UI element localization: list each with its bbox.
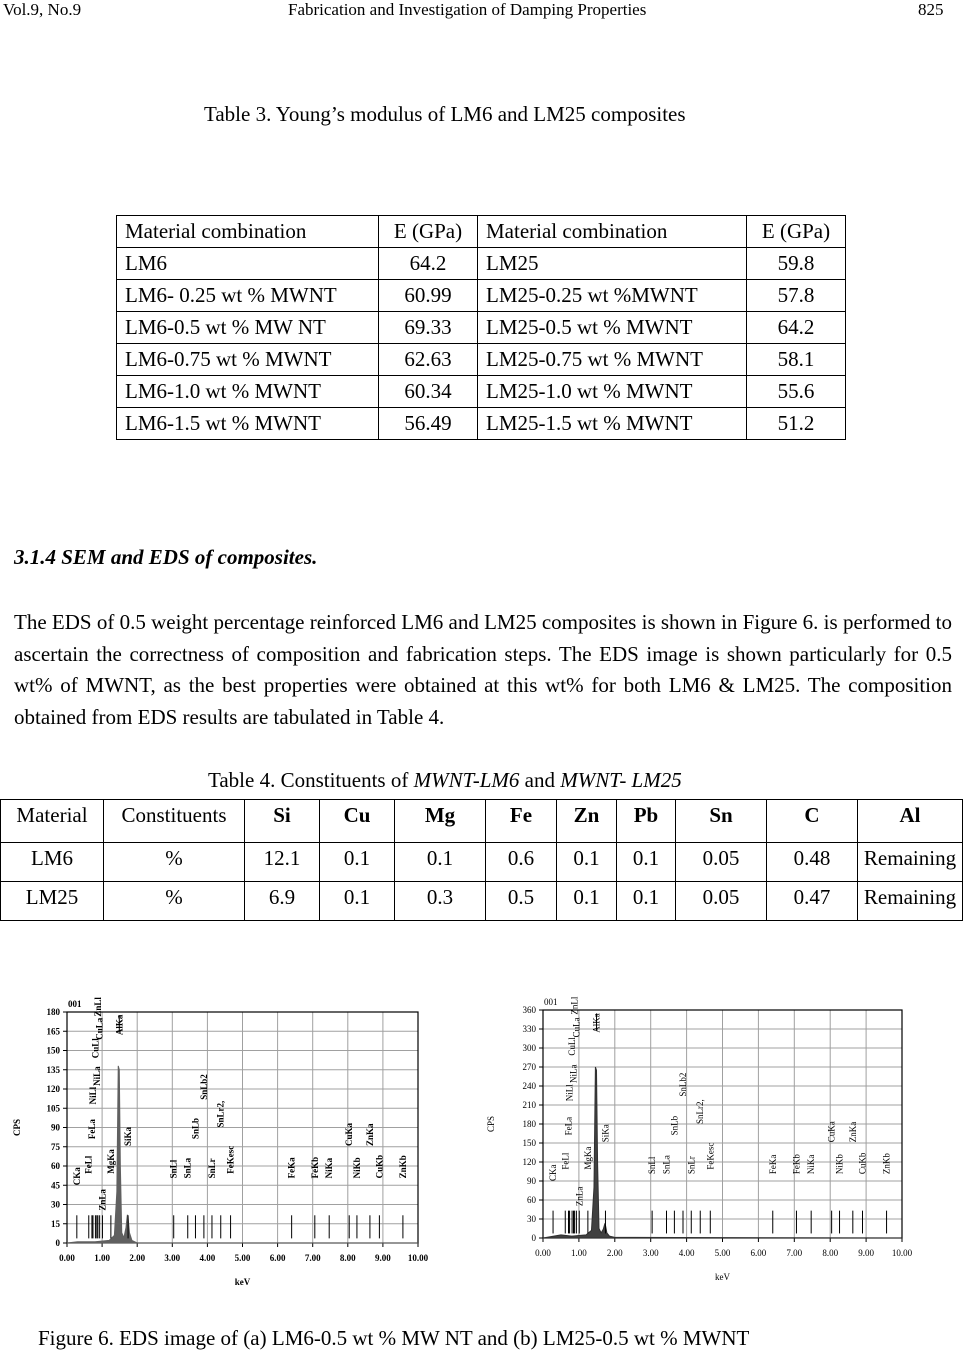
table-header-row xyxy=(1,800,963,843)
svg-text:SnLr2,: SnLr2, xyxy=(695,1099,706,1124)
svg-text:180: 180 xyxy=(522,1119,536,1129)
svg-text:FeLl: FeLl xyxy=(83,1155,94,1174)
svg-text:NiKa: NiKa xyxy=(324,1157,335,1179)
cell: 60.34 xyxy=(379,376,478,408)
svg-text:210: 210 xyxy=(522,1100,536,1110)
running-header-volume: Vol.9, No.9 xyxy=(3,0,82,19)
header-cell: E (GPa) xyxy=(747,216,846,248)
svg-text:FeKb: FeKb xyxy=(791,1154,802,1175)
svg-text:CuLl: CuLl xyxy=(90,1038,101,1059)
svg-text:135: 135 xyxy=(46,1064,60,1075)
svg-text:NiKa: NiKa xyxy=(806,1154,817,1175)
cell: 0.05 xyxy=(676,843,767,882)
svg-text:NiLa: NiLa xyxy=(568,1064,579,1083)
table-row xyxy=(117,312,846,344)
cell: 0.1 xyxy=(320,882,395,921)
svg-text:SnLa: SnLa xyxy=(182,1157,193,1179)
table4-constituents xyxy=(0,799,963,921)
cell: Remaining xyxy=(858,843,963,882)
svg-text:240: 240 xyxy=(522,1081,536,1091)
svg-text:keV: keV xyxy=(715,1272,730,1282)
svg-text:SnLr2,: SnLr2, xyxy=(215,1100,226,1128)
svg-text:2.00: 2.00 xyxy=(606,1248,623,1258)
cell: LM6 xyxy=(117,248,379,280)
svg-text:keV: keV xyxy=(234,1277,251,1287)
svg-text:1.00: 1.00 xyxy=(94,1253,110,1263)
svg-text:CuKb: CuKb xyxy=(857,1152,868,1175)
svg-text:120: 120 xyxy=(46,1084,60,1094)
svg-text:NiLa: NiLa xyxy=(91,1066,102,1086)
svg-text:CuLl: CuLl xyxy=(567,1037,578,1056)
svg-text:105: 105 xyxy=(46,1103,60,1114)
svg-text:SnLl: SnLl xyxy=(168,1159,179,1179)
header-cell: C xyxy=(767,800,858,843)
svg-text:0: 0 xyxy=(55,1238,60,1248)
svg-text:2.00: 2.00 xyxy=(129,1253,146,1263)
cell: 56.49 xyxy=(379,408,478,440)
svg-text:SnLa: SnLa xyxy=(661,1155,672,1175)
svg-text:9.00: 9.00 xyxy=(858,1248,874,1258)
cell: LM25-0.25 wt %MWNT xyxy=(478,280,747,312)
svg-text:0.00: 0.00 xyxy=(59,1253,75,1263)
svg-text:001: 001 xyxy=(544,997,558,1007)
svg-text:60: 60 xyxy=(527,1195,536,1205)
table3-youngs-modulus xyxy=(116,215,846,440)
svg-text:CuKa: CuKa xyxy=(826,1121,837,1143)
table-row xyxy=(1,882,963,921)
svg-text:FeKesc: FeKesc xyxy=(705,1142,716,1170)
svg-text:330: 330 xyxy=(522,1024,536,1034)
cell: 62.63 xyxy=(379,344,478,376)
caption-text: and xyxy=(519,768,561,792)
svg-text:SnLb: SnLb xyxy=(190,1118,201,1140)
svg-text:FeLl: FeLl xyxy=(560,1152,571,1170)
svg-text:FeKa: FeKa xyxy=(767,1154,778,1175)
svg-text:CuKb: CuKb xyxy=(374,1154,385,1179)
paragraph-text: The EDS of 0.5 weight percentage reinforced LM6 and LM25 composites is shown in Figure 6. is performed to ascertain the correctness of composition and fabrication steps. The EDS image is shown particularly for 0.5 wt% of MWNT, as the best properties were obtained at this wt% for both LM6 & LM25. The composition obtained from EDS results are tabulated in Table 4. xyxy=(14,610,952,729)
cell: LM25-1.0 wt % MWNT xyxy=(478,376,747,408)
svg-text:5.00: 5.00 xyxy=(714,1248,731,1258)
svg-text:NiLl: NiLl xyxy=(564,1084,575,1102)
section-heading: 3.1.4 SEM and EDS of composites. xyxy=(14,545,318,569)
svg-text:CKa: CKa xyxy=(71,1167,82,1186)
cell: 0.6 xyxy=(486,843,557,882)
svg-text:5.00: 5.00 xyxy=(234,1253,251,1263)
svg-text:300: 300 xyxy=(522,1043,536,1053)
svg-text:45: 45 xyxy=(51,1180,60,1191)
cell: LM25-0.5 wt % MWNT xyxy=(478,312,747,344)
cell: 0.1 xyxy=(395,843,486,882)
cell: Remaining xyxy=(858,882,963,921)
cell: % xyxy=(104,843,245,882)
svg-text:ZnLl: ZnLl xyxy=(92,997,103,1017)
table-row xyxy=(1,843,963,882)
svg-text:SnLr: SnLr xyxy=(206,1158,217,1179)
svg-text:SnLb: SnLb xyxy=(669,1115,680,1136)
svg-text:60: 60 xyxy=(51,1161,60,1171)
header-cell: Pb xyxy=(617,800,676,843)
header-cell: Mg xyxy=(395,800,486,843)
svg-text:ZnLa: ZnLa xyxy=(574,1186,585,1207)
svg-text:7.00: 7.00 xyxy=(786,1248,803,1258)
cell: LM6-1.0 wt % MWNT xyxy=(117,376,379,408)
svg-text:SnLb2: SnLb2 xyxy=(678,1072,689,1097)
page-number: 825 xyxy=(918,0,944,19)
svg-text:4.00: 4.00 xyxy=(199,1253,216,1263)
cell: 69.33 xyxy=(379,312,478,344)
header-cell: Si xyxy=(245,800,320,843)
svg-text:CKa: CKa xyxy=(548,1164,559,1181)
svg-text:0: 0 xyxy=(531,1233,536,1243)
cell: 0.48 xyxy=(767,843,858,882)
cell: 64.2 xyxy=(747,312,846,344)
svg-text:ZnKa: ZnKa xyxy=(847,1121,858,1143)
svg-text:3.00: 3.00 xyxy=(164,1253,181,1263)
cell: 0.47 xyxy=(767,882,858,921)
table-row xyxy=(117,248,846,280)
header-cell: Sn xyxy=(676,800,767,843)
table-row xyxy=(117,280,846,312)
svg-text:90: 90 xyxy=(51,1122,60,1133)
header-cell: Fe xyxy=(486,800,557,843)
body-paragraph xyxy=(14,607,952,733)
cell: 59.8 xyxy=(747,248,846,280)
svg-text:10.00: 10.00 xyxy=(891,1248,913,1258)
running-header-title: Fabrication and Investigation of Damping Properties xyxy=(288,0,647,19)
svg-text:CuLa: CuLa xyxy=(94,1017,105,1040)
header-cell: Constituents xyxy=(104,800,245,843)
svg-text:4.00: 4.00 xyxy=(678,1248,695,1258)
svg-text:SiKa: SiKa xyxy=(123,1126,134,1146)
svg-text:SnLb2: SnLb2 xyxy=(198,1074,209,1100)
header-cell: Zn xyxy=(557,800,617,843)
eds-chart-lm25 xyxy=(480,990,920,1290)
svg-text:CPS: CPS xyxy=(486,1115,496,1133)
svg-text:FeLa: FeLa xyxy=(563,1116,574,1136)
svg-text:150: 150 xyxy=(522,1138,536,1148)
svg-text:180: 180 xyxy=(46,1007,60,1017)
svg-text:ZnLl: ZnLl xyxy=(569,996,580,1015)
header-cell: Material combination xyxy=(117,216,379,248)
svg-text:6.00: 6.00 xyxy=(269,1253,286,1263)
svg-text:ZnKb: ZnKb xyxy=(881,1153,892,1175)
svg-text:NiLl: NiLl xyxy=(87,1086,98,1105)
cell: LM6-0.75 wt % MWNT xyxy=(117,344,379,376)
figure-caption: Figure 6. EDS image of (a) LM6-0.5 wt % MW NT and (b) LM25-0.5 wt % MWNT xyxy=(38,1326,750,1350)
svg-text:NiKb: NiKb xyxy=(351,1157,362,1179)
svg-text:6.00: 6.00 xyxy=(750,1248,767,1258)
table4-caption xyxy=(208,768,682,792)
svg-text:120: 120 xyxy=(522,1157,536,1167)
cell: LM6-0.5 wt % MW NT xyxy=(117,312,379,344)
cell: 0.1 xyxy=(617,843,676,882)
cell: 64.2 xyxy=(379,248,478,280)
svg-text:SiKa: SiKa xyxy=(600,1124,611,1143)
header-cell: Al xyxy=(858,800,963,843)
svg-text:30: 30 xyxy=(527,1214,536,1224)
table-header-row xyxy=(117,216,846,248)
cell: 0.1 xyxy=(557,843,617,882)
cell: 0.1 xyxy=(557,882,617,921)
svg-text:30: 30 xyxy=(51,1199,60,1210)
table3-caption: Table 3. Young’s modulus of LM6 and LM25 composites xyxy=(204,102,686,126)
svg-text:CuKa: CuKa xyxy=(344,1122,355,1146)
svg-text:3.00: 3.00 xyxy=(642,1248,659,1258)
caption-text: Table 4. Constituents of xyxy=(208,768,414,792)
svg-text:AlKa: AlKa xyxy=(114,1014,125,1036)
svg-text:CuLa: CuLa xyxy=(571,1017,582,1038)
cell: 0.1 xyxy=(617,882,676,921)
cell: 51.2 xyxy=(747,408,846,440)
svg-text:FeLa: FeLa xyxy=(86,1119,97,1140)
header-cell: Cu xyxy=(320,800,395,843)
svg-text:NiKb: NiKb xyxy=(834,1154,845,1175)
svg-text:ZnKb: ZnKb xyxy=(397,1155,408,1179)
cell: LM6-1.5 wt % MWNT xyxy=(117,408,379,440)
table-row xyxy=(117,344,846,376)
svg-text:8.00: 8.00 xyxy=(822,1248,839,1258)
table-row xyxy=(117,376,846,408)
svg-text:1.00: 1.00 xyxy=(571,1248,587,1258)
cell: 0.5 xyxy=(486,882,557,921)
caption-italic: MWNT-LM6 xyxy=(413,768,520,792)
svg-text:MgKa: MgKa xyxy=(582,1146,593,1170)
svg-text:360: 360 xyxy=(522,1005,536,1015)
svg-text:FeKb: FeKb xyxy=(309,1156,320,1179)
cell: 58.1 xyxy=(747,344,846,376)
svg-text:FeKa: FeKa xyxy=(286,1157,297,1179)
svg-text:75: 75 xyxy=(51,1141,60,1152)
cell: LM6- 0.25 wt % MWNT xyxy=(117,280,379,312)
cell: 60.99 xyxy=(379,280,478,312)
svg-text:FeKesc: FeKesc xyxy=(225,1145,236,1174)
eds-chart-lm6 xyxy=(0,990,440,1290)
svg-text:MgKa: MgKa xyxy=(105,1149,116,1174)
cell: 57.8 xyxy=(747,280,846,312)
svg-text:0.00: 0.00 xyxy=(535,1248,551,1258)
cell: LM6 xyxy=(1,843,104,882)
table-row xyxy=(117,408,846,440)
svg-text:9.00: 9.00 xyxy=(375,1253,391,1263)
svg-text:270: 270 xyxy=(522,1062,536,1072)
svg-text:SnLr: SnLr xyxy=(686,1156,697,1175)
svg-text:ZnLa: ZnLa xyxy=(97,1189,108,1211)
header-cell: E (GPa) xyxy=(379,216,478,248)
svg-text:8.00: 8.00 xyxy=(339,1253,356,1263)
svg-text:90: 90 xyxy=(527,1176,536,1186)
svg-text:CPS: CPS xyxy=(12,1118,22,1137)
cell: 0.1 xyxy=(320,843,395,882)
cell: 6.9 xyxy=(245,882,320,921)
cell: LM25 xyxy=(478,248,747,280)
svg-text:001: 001 xyxy=(68,999,82,1009)
cell: % xyxy=(104,882,245,921)
svg-text:SnLl: SnLl xyxy=(647,1156,658,1175)
caption-italic: MWNT- LM25 xyxy=(560,768,682,792)
cell: LM25-0.75 wt % MWNT xyxy=(478,344,747,376)
cell: 12.1 xyxy=(245,843,320,882)
svg-text:AlKa: AlKa xyxy=(591,1013,602,1033)
svg-text:ZnKa: ZnKa xyxy=(364,1123,375,1146)
svg-text:150: 150 xyxy=(46,1045,60,1056)
header-cell: Material xyxy=(1,800,104,843)
svg-text:165: 165 xyxy=(46,1026,60,1037)
header-cell: Material combination xyxy=(478,216,747,248)
svg-text:7.00: 7.00 xyxy=(304,1253,321,1263)
svg-text:10.00: 10.00 xyxy=(407,1253,429,1263)
cell: 0.3 xyxy=(395,882,486,921)
cell: 55.6 xyxy=(747,376,846,408)
svg-text:15: 15 xyxy=(51,1218,60,1229)
cell: 0.05 xyxy=(676,882,767,921)
cell: LM25 xyxy=(1,882,104,921)
cell: LM25-1.5 wt % MWNT xyxy=(478,408,747,440)
